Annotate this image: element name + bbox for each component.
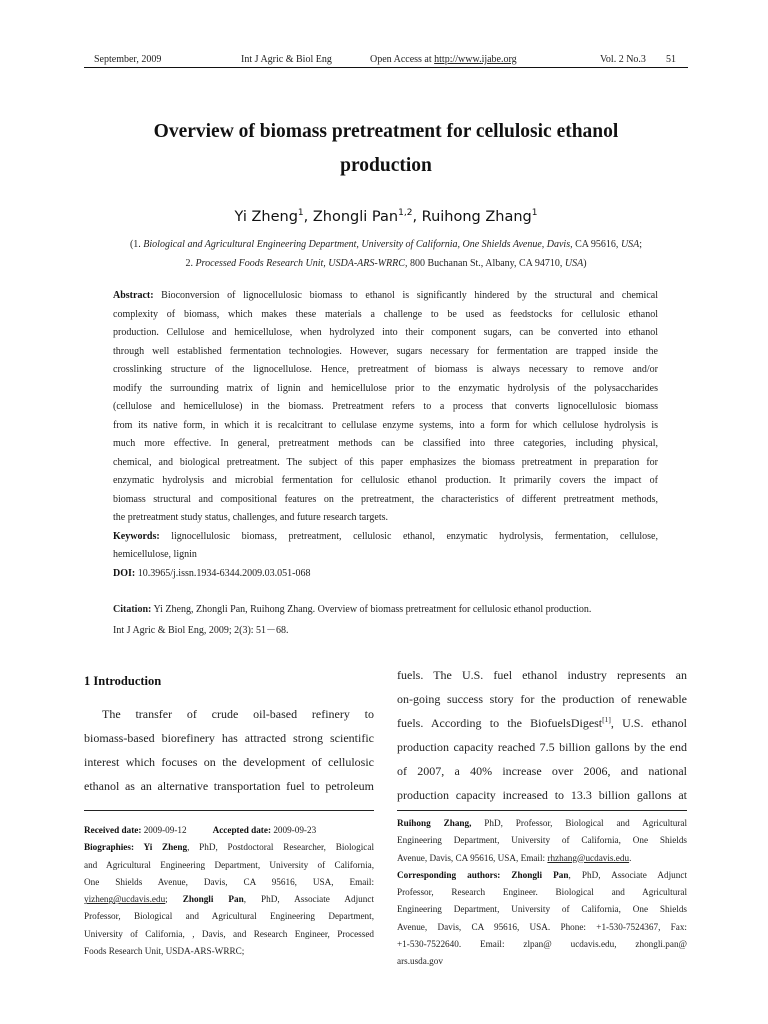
doi-line: [113, 565, 658, 584]
author-affiliation-mark: 1: [531, 208, 538, 218]
author-affiliation-mark: 1,2: [398, 208, 413, 218]
received-dates: [84, 822, 374, 839]
body-column-left: [84, 702, 374, 798]
abstract-line: through well established fermentation technologies. However, sugars necessary for fermentation are trapped inside the: [113, 345, 658, 357]
bio-text: .: [629, 852, 632, 863]
keywords-line: hemicellulose, lignin: [113, 549, 197, 560]
biographies-label: Biographies:: [84, 842, 135, 853]
bio-author-name: Zhongli Pan: [500, 869, 569, 880]
author-name: Yi Zheng: [234, 209, 298, 225]
header-open-access: [370, 54, 517, 65]
affiliation-prefix: (1.: [129, 239, 144, 250]
affiliation-country: USA: [620, 239, 640, 250]
journal-website-link[interactable]: http://www.ijabe.org: [434, 54, 517, 65]
email-link[interactable]: yizheng@ucdavis.edu: [84, 894, 166, 905]
bio-text: , PhD, Associate Adjunct: [568, 869, 687, 880]
keywords-text: lignocellulosic biomass, pretreatment, cellulosic ethanol, enzymatic hydrolysis, fermentation, cellulose,: [159, 530, 658, 542]
doi-label: DOI:: [113, 567, 136, 579]
affiliation-punct: ): [583, 258, 587, 269]
bio-author-name: Ruihong Zhang,: [397, 818, 472, 828]
affiliation-2: [84, 258, 688, 269]
corresponding-label: Corresponding authors:: [397, 869, 501, 880]
header-date: September, 2009: [94, 54, 162, 65]
biography-line: [84, 891, 374, 908]
author-list: Yi Zheng$^1$, Zhongli Pan$^{1,2}$, Ruihong Zhang$^1$: [234, 208, 538, 225]
keywords-line: [113, 528, 658, 547]
biography-line: [397, 815, 687, 832]
title-line: Overview of biomass pretreatment for cellulosic ethanol: [153, 121, 619, 142]
affiliation-address: CA 95616,: [572, 239, 621, 250]
abstract-line: (cellulose and hemicellulose) in the biomass. Pretreatment refers to a process that converts lignocellulosic biomass: [113, 401, 658, 412]
biography-line: [84, 839, 374, 856]
author-name: Ruihong Zhang: [421, 209, 532, 225]
biography-line: Foods Research Unit, USDA-ARS-WRRC;: [84, 946, 245, 957]
citation-text: Yi Zheng, Zhongli Pan, Ruihong Zhang. Overview of biomass pretreatment for cellulosic ethanol production.: [151, 604, 592, 615]
abstract-line: the pretreatment study status, challenges, and future research targets.: [113, 512, 388, 523]
abstract-line: much more effective. In general, pretreatment methods can be classified into three categories, including physical,: [113, 438, 658, 449]
body-text: , U.S. ethanol: [610, 716, 687, 730]
reference-marker[interactable]: [1]: [602, 715, 611, 724]
body-line: fuels. The U.S. fuel ethanol industry represents an: [397, 668, 687, 682]
body-line: ethanol as an alternative transportation fuel to petroleum: [84, 779, 374, 793]
header-volume: Vol. 2 No.3: [600, 54, 646, 65]
biography-line: ars.usda.gov: [397, 956, 443, 967]
author-name: Zhongli Pan: [312, 209, 399, 225]
doi-value[interactable]: 10.3965/j.issn.1934-6344.2009.03.051-068: [135, 567, 311, 579]
accepted-date: 2009-09-23: [271, 825, 317, 835]
citation-line: Int J Agric & Biol Eng, 2009; 2(3): 51－68.: [113, 625, 289, 636]
footnote-left: [84, 822, 374, 960]
header-page-number: 51: [666, 54, 676, 65]
abstract-block: [113, 287, 658, 583]
abstract-line: [113, 287, 658, 306]
body-column-right: [397, 663, 687, 807]
body-line: The transfer of crude oil-based refinery to: [102, 707, 374, 721]
biography-line: Professor, Biological and Agricultural Engineering Department,: [84, 911, 374, 922]
header-journal: Int J Agric & Biol Eng: [241, 54, 332, 65]
biography-line: Avenue, Davis, CA 95616, USA. Phone: +1-530-7524367, Fax:: [397, 921, 687, 932]
biography-line: Engineering Department, University of California, One Shields: [397, 904, 687, 915]
affiliation-1: [84, 239, 688, 250]
body-line: interest which focuses on the development of cellulosic: [84, 755, 374, 769]
affiliation-country: USA: [564, 258, 584, 269]
abstract-line: chemical, and biological pretreatment. The subject of this paper emphasizes the biomass pretreatment in preparation for: [113, 456, 658, 468]
body-line: of 2007, a 40% increase over 2006, and national: [397, 764, 687, 778]
bio-author-name: Yi Zheng: [134, 842, 188, 853]
abstract-line: enzymatic hydrolysis and microbial fermentation for cellulosic ethanol production. It primarily covers the impact of: [113, 475, 658, 486]
keywords-label: Keywords:: [113, 530, 160, 542]
abstract-label: Abstract:: [113, 290, 154, 301]
body-line: production capacity reached 7.5 billion gallons by the end: [397, 740, 687, 754]
abstract-line: production. Cellulose and hemicellulose, when hydrolyzed into their component sugars, can be converted into ethanol: [113, 327, 658, 338]
abstract-line: from its native form, in which it is recalcitrant to cellulase enzyme systems, into a form for which cellulose hydrolysis is: [113, 419, 658, 431]
footnote-divider: [397, 810, 687, 811]
affiliation-institution: Biological and Agricultural Engineering Department, University of California, One Shields Avenue, Davis,: [143, 239, 573, 250]
header-divider: [84, 67, 688, 68]
bio-text: PhD, Professor, Biological and Agricultural: [471, 818, 687, 828]
bio-text: , PhD, Postdoctoral Researcher, Biological: [187, 842, 374, 853]
abstract-text: Bioconversion of lignocellulosic biomass to ethanol is significantly hindered by the structural and chemical: [153, 290, 658, 301]
bio-author-name: Zhongli Pan: [182, 894, 244, 905]
section-heading: 1 Introduction: [84, 674, 162, 688]
biography-line: +1-530-7522640. Email: zlpan@ ucdavis.edu, zhongli.pan@: [397, 939, 687, 950]
abstract-line: crosslinking structure of the lignocellulose. Hence, pretreatment of biomass is always necessary to remove and/or: [113, 364, 658, 375]
affiliation-address: 800 Buchanan St., Albany, CA 94710,: [407, 258, 565, 269]
received-date: 2009-09-12: [141, 825, 187, 835]
biography-line: University of California, , Davis, and Research Engineer, Processed: [84, 928, 374, 939]
biography-line: Professor, Research Engineer. Biological and Agricultural: [397, 887, 687, 898]
body-line: production capacity increased to 13.3 billion gallons at: [397, 788, 687, 802]
bio-text: ;: [165, 894, 183, 905]
affiliation-punct: ;: [639, 239, 643, 250]
citation-line: [113, 599, 661, 620]
biography-line: One Shields Avenue, Davis, CA 95616, USA, Email:: [84, 876, 374, 887]
body-line: [397, 711, 687, 735]
affiliation-institution: Processed Foods Research Unit, USDA-ARS-WRRC,: [195, 258, 408, 269]
email-link[interactable]: rhzhang@ucdavis.edu: [547, 852, 630, 863]
biography-line: and Agricultural Engineering Department, University of California,: [84, 859, 374, 870]
abstract-line: modify the surrounding matrix of lignin and hemicellulose prior to the enzymatic hydrolysis of the polysaccharides: [113, 382, 658, 394]
body-line: on-going success story for the production of renewable: [397, 692, 687, 706]
biography-line: [397, 850, 687, 867]
affiliation-prefix: 2.: [185, 258, 196, 269]
received-label: Received date:: [84, 825, 142, 835]
body-line: biomass-based biorefinery has attracted strong scientific: [84, 731, 374, 745]
body-text: fuels. According to the BiofuelsDigest: [397, 716, 603, 730]
corresponding-author-line: [397, 867, 687, 884]
biography-line: Engineering Department, University of California, One Shields: [397, 835, 687, 846]
bio-text: Avenue, Davis, CA 95616, USA, Email:: [397, 852, 548, 863]
footnote-right: [397, 815, 687, 971]
abstract-line: biomass structural and compositional features on the pretreatment, the characteristics of different pretreatment methods,: [113, 493, 658, 505]
running-header: [84, 51, 688, 67]
footnote-divider: [84, 810, 374, 811]
header-access-prefix: Open Access at: [370, 54, 435, 65]
bio-text: , PhD, Associate Adjunct: [243, 894, 374, 905]
accepted-label: Accepted date:: [212, 825, 272, 835]
paper-title: [84, 115, 688, 183]
author-affiliation-mark: 1: [297, 208, 304, 218]
citation-label: Citation:: [113, 604, 152, 615]
citation-block: [113, 599, 661, 641]
title-line: production: [340, 155, 432, 176]
abstract-line: complexity of biomass, which makes these materials a challenge to be used as feedstocks for cellulosic ethanol: [113, 308, 658, 320]
